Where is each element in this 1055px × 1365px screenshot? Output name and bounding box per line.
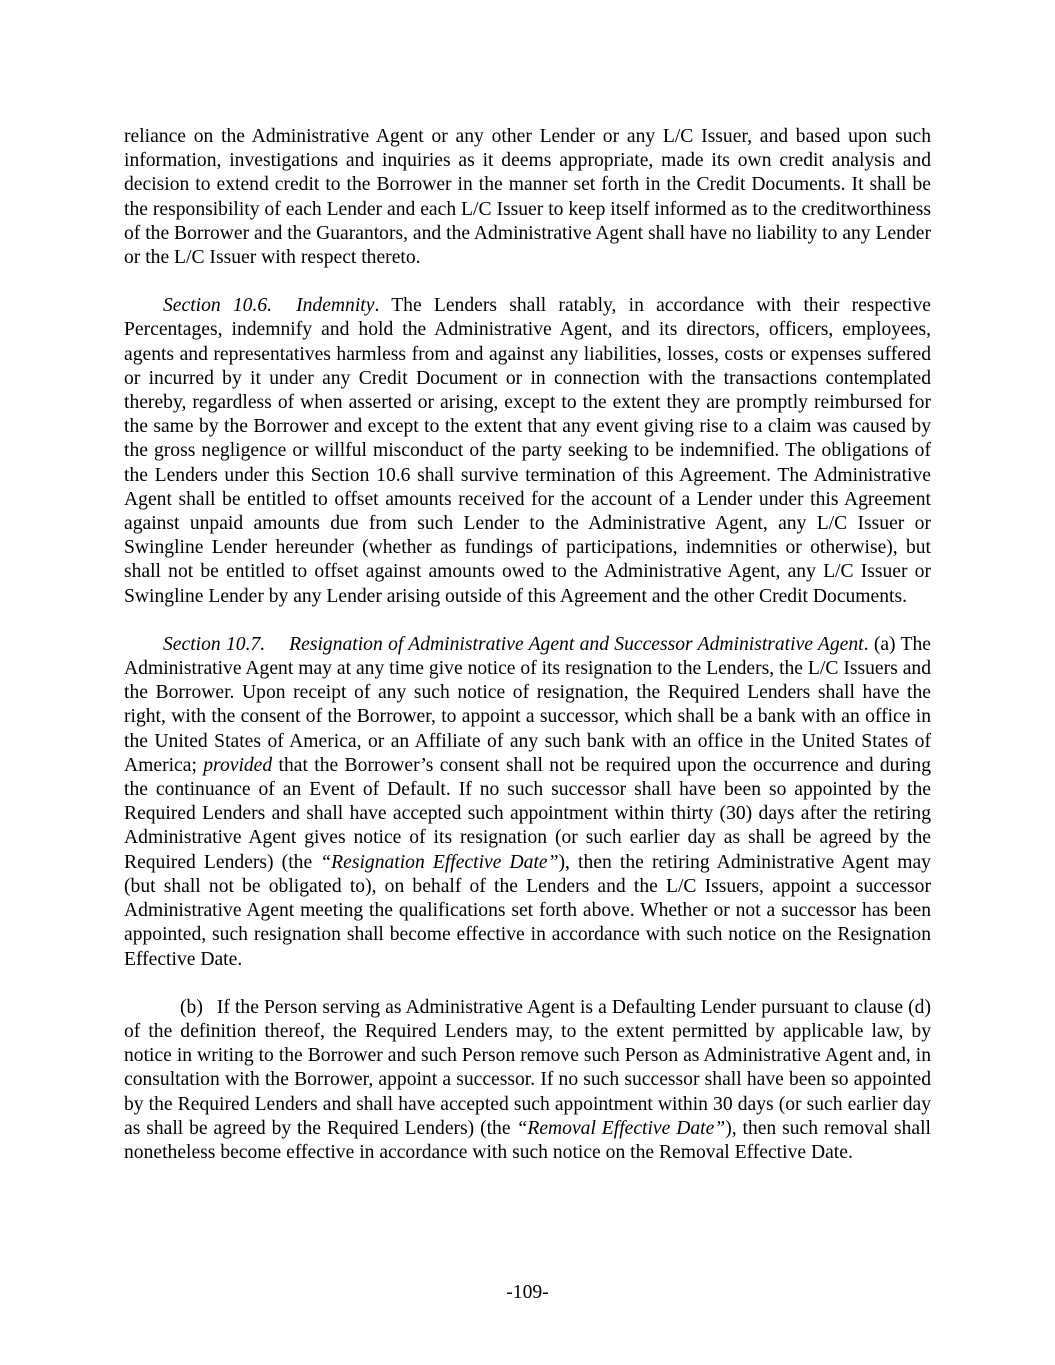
page-number: -109- [506, 1282, 549, 1303]
section-title: Indemnity [296, 295, 375, 317]
section-body-part-1: (a) The Administrative Agent may at any time give notice of its resignation to the Lenders, the L/C Issuers and the Borrower. Upon receipt of any such notice of resignation, the Required Lenders shall have the right, with the consent of the Borrower, to appoint a successor, which shall be a bank with an office in the United States of America, or an Affiliate of any such bank with an office in the United States of America; [124, 633, 931, 776]
section-10-7-paragraph [124, 633, 931, 972]
provided-term: provided [203, 754, 273, 776]
section-title-punct: . [374, 295, 380, 317]
clause-b-paragraph [124, 996, 931, 1165]
section-10-6-paragraph [124, 294, 931, 609]
section-body: The Lenders shall ratably, in accordance with their respective Percentages, indemnify and hold the Administrative Agent, and its directors, officers, employees, agents and representatives harmless from and against any liabilities, losses, costs or expenses suffered or incurred by it under any Credit Document or in connection with the transactions contemplated thereby, regardless of when asserted or arising, except to the extent they are promptly reimbursed for the same by the Borrower and except to the extent that any event giving rise to a claim was caused by the gross negligence or willful misconduct of the party seeking to be indemnified. The obligations of the Lenders under this Section 10.6 shall survive termination of this Agreement. The Administrative Agent shall be entitled to offset amounts received for the account of a Lender under this Agreement against unpaid amounts due from such Lender to the Administrative Agent, any L/C Issuer or Swingline Lender hereunder (whether as fundings of participations, indemnities or otherwise), but shall not be entitled to offset against amounts owed to the Administrative Agent, any L/C Issuer or Swingline Lender by any Lender arising outside of this Agreement and the other Credit Documents. [124, 295, 931, 607]
section-number: Section 10.7. [163, 633, 266, 655]
section-title: Resignation of Administrative Agent and Successor Administrative Agent [289, 633, 864, 655]
document-body [124, 125, 931, 1189]
resignation-effective-date-term: “Resignation Effective Date” [320, 851, 559, 873]
clause-body-part-2: ), then such removal shall nonetheless become effective in accordance with such notice on the Removal Effective Date. [124, 1117, 932, 1163]
section-body-part-3: ), then the retiring Administrative Agent may (but shall not be obligated to), on behalf of the Lenders and the L/C Issuers, appoint a successor Administrative Agent meeting the qualifications set forth above. Whether or not a successor has been appointed, such resignation shall become effective in accordance with such notice on the Resignation Effective Date. [124, 851, 931, 970]
clause-body-part-1: If the Person serving as Administrative Agent is a Defaulting Lender pursuant to clause (d) of the definition thereof, the Required Lenders may, to the extent permitted by applicable law, by notice in writing to the Borrower and such Person remove such Person as Administrative Agent and, in consultation with the Borrower, appoint a successor. If no such successor shall have been so appointed by the Required Lenders and shall have accepted such appointment within 30 days (or such earlier day as shall be agreed by the Required Lenders) (the [124, 996, 931, 1139]
paragraph-reliance: reliance on the Administrative Agent or any other Lender or any L/C Issuer, and based upon such information, investigations and inquiries as it deems appropriate, made its own credit analysis and decision to extend credit to the Borrower in the manner set forth in the Credit Documents. It shall be the responsibility of each Lender and each L/C Issuer to keep itself informed as to the creditworthiness of the Borrower and the Guarantors, and the Administrative Agent shall have no liability to any Lender or the L/C Issuer with respect thereto. [124, 126, 931, 269]
section-number: Section 10.6. [163, 295, 273, 317]
section-title-punct: . [863, 633, 869, 655]
removal-effective-date-term: “Removal Effective Date” [516, 1117, 726, 1139]
section-body-part-2: that the Borrower’s consent shall not be required upon the occurrence and during the continuance of an Event of Default. If no such successor shall have been so appointed by the Required Lenders and shall have accepted such appointment within thirty (30) days after the retiring Administrative Agent gives notice of its resignation (or such earlier day as shall be agreed by the Required Lenders) (the [124, 754, 932, 873]
clause-label: (b) [180, 996, 203, 1018]
